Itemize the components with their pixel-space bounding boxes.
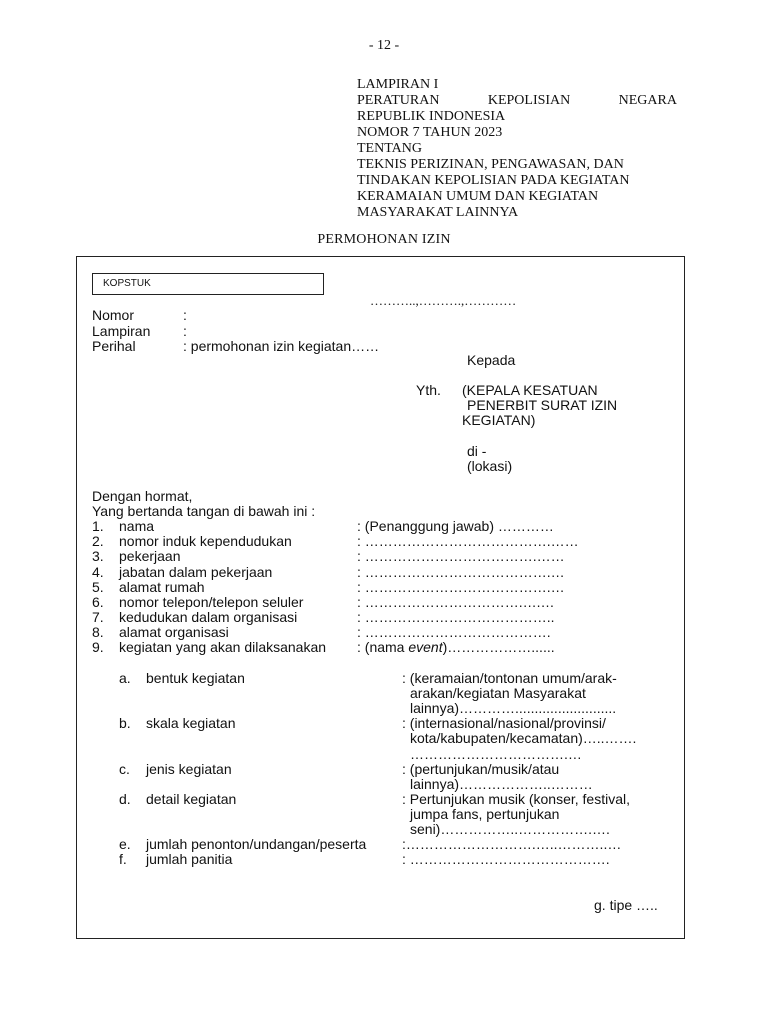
sub-item-label: jenis kegiatan [146,761,232,777]
item-value-pre: : (nama [357,639,409,655]
recipient-line: KEGIATAN) [462,412,536,428]
item-label: jabatan dalam pekerjaan [119,564,273,580]
sub-item-value: : Pertunjukan musik (konser, festival, [402,791,630,807]
greeting: Dengan hormat, [92,488,193,504]
sub-item-label: jumlah panitia [146,851,233,867]
sub-item-value: : (keramaian/tontonan umum/arak- [402,670,617,686]
sub-item-letter: a. [119,670,131,686]
lampiran-line: TENTANG [357,141,422,156]
sub-item-value: seni)……………..…………….…. [410,821,610,837]
sub-item-value: : (pertunjukan/musik/atau [402,761,560,777]
sub-item-value: :……………………….…..………..… [402,836,622,852]
item-value: : ………………………………….. [357,609,555,625]
item-number: 9. [92,639,104,655]
lampiran-word: KEPOLISIAN [487,93,571,108]
item-value: : ………………………………….… [357,579,565,595]
kepada-label: Kepada [467,352,516,368]
sub-item-label: detail kegiatan [146,791,237,807]
lampiran-line: REPUBLIK INDONESIA [357,109,506,124]
nomor-label: Nomor [92,307,135,323]
item-label: nomor telepon/telepon seluler [119,594,304,610]
item-value: : …………………………….….… [357,594,555,610]
item-value-em: event [408,639,443,655]
item-number: 4. [92,564,104,580]
item-value: : ………………………………….… [357,564,565,580]
lampiran-line-justified [357,93,677,109]
lampiran-word: PERATURAN [357,93,440,108]
nomor-value: : [183,307,187,323]
page-number: - 12 - [368,38,400,53]
item-value: : …………………………………. [357,624,551,640]
item-number: 3. [92,548,104,564]
item-number: 1. [92,518,104,534]
item-number: 5. [92,579,104,595]
sub-item-letter: c. [119,761,130,777]
item-label: kegiatan yang akan dilaksanakan [119,639,327,655]
perihal-label: Perihal [92,338,136,354]
sub-item-value: : ……………………………………. [402,851,610,867]
sub-item-value: lainnya)………………..……… [410,776,593,792]
lampiran-line: TEKNIS PERIZINAN, PENGAWASAN, DAN [357,157,624,172]
sub-item-value: kota/kabupaten/kecamatan)…..……. [410,730,637,746]
lampiran-line: TINDAKAN KEPOLISIAN PADA KEGIATAN [357,173,630,188]
item-value: : ………………………………….…… [357,533,579,549]
lampiran-line: NOMOR 7 TAHUN 2023 [357,125,503,140]
g-tipe-line: g. tipe ….. [594,897,658,913]
recipient-line: PENERBIT SURAT IZIN [467,397,618,413]
sub-item-letter: b. [119,715,131,731]
sub-item-letter: d. [119,791,131,807]
lampiran-value: : [183,323,187,339]
sub-item-letter: e. [119,836,131,852]
intro-text: Yang bertanda tangan di bawah ini : [92,503,316,519]
sub-item-label: jumlah penonton/undangan/peserta [146,836,367,852]
form-title: PERMOHONAN IZIN [317,232,451,247]
item-label: pekerjaan [119,548,181,564]
item-label: nama [119,518,155,534]
item-number: 8. [92,624,104,640]
recipient-location: (lokasi) [467,458,513,474]
item-value: : (Penanggung jawab) ………… [357,518,554,534]
lampiran-word: NEGARA [618,93,677,108]
item-label: alamat rumah [119,579,205,595]
sub-item-label: skala kegiatan [146,715,236,731]
lampiran-line: MASYARAKAT LAINNYA [357,205,519,220]
date-line: ………..,……….,………… [370,293,517,308]
sub-item-value: arakan/kegiatan Masyarakat [410,685,586,701]
sub-item-letter: f. [119,851,127,867]
sub-item-value: : (internasional/nasional/provinsi/ [402,715,606,731]
item-value-post: )………………...... [442,639,555,655]
kopstuk-box: KOPSTUK [92,273,324,295]
sub-item-value: …………………………….… [410,746,582,762]
yth-label: Yth. [416,382,441,398]
item-label: nomor induk kependudukan [119,533,292,549]
sub-item-value: jumpa fans, pertunjukan [410,806,560,822]
perihal-value: : permohonan izin kegiatan…… [183,338,380,354]
lampiran-line: LAMPIRAN I [357,77,439,92]
item-label: alamat organisasi [119,624,229,640]
item-number: 7. [92,609,104,625]
lampiran-line: KERAMAIAN UMUM DAN KEGIATAN [357,189,599,204]
item-value [357,639,555,655]
item-label: kedudukan dalam organisasi [119,609,298,625]
item-number: 6. [92,594,104,610]
item-value: : ……………………………….…… [357,548,565,564]
item-number: 2. [92,533,104,549]
recipient-di: di - [467,443,487,459]
sub-item-value: lainnya)………….......................... [410,700,617,716]
sub-item-label: bentuk kegiatan [146,670,245,686]
lampiran-label: Lampiran [92,323,151,339]
lampiran-header [357,77,677,221]
recipient-line: (KEPALA KESATUAN [462,382,598,398]
